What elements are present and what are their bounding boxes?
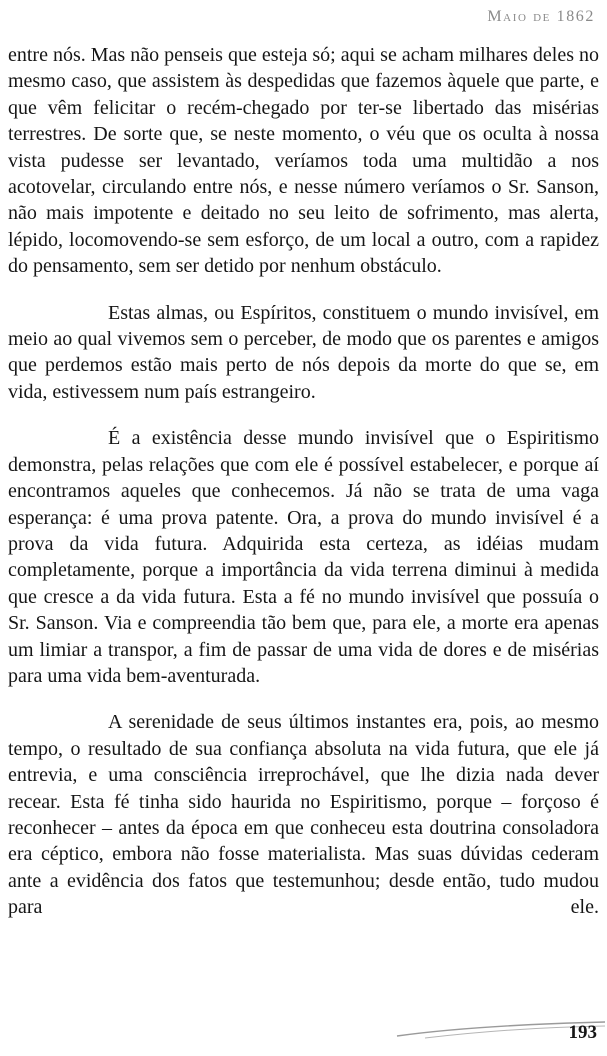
page-number: 193 (568, 1022, 597, 1043)
running-header: Maio de 1862 (487, 8, 595, 25)
paragraph-serenity: A serenidade de seus últimos instantes era, pois, ao mesmo tempo, o resultado de sua confiança absoluta na vida futura, que ele já entrevia, e uma consciência irreprochável, que lhe dizia nada dever recear. Esta fé tinha sido haurida no Espiritismo, porque – forçoso é reconhecer – antes da época em que conheceu esta doutrina consoladora era céptico, embora não fosse materialista. Mas suas dúvidas cederam ante a evidência dos fatos que testemunhou; desde então, tudo mudou para ele. (8, 711, 599, 919)
body-text (8, 42, 599, 941)
paragraph-spiritism-proof: É a existência desse mundo invisível que o Espiritismo demonstra, pelas relações que com ele é possível estabelecer, e porque aí encontramos aqueles que conhecemos. Já não se trata de uma vaga esperança: é uma prova patente. Ora, a prova do mundo invisível é a prova da vida futura. Adquirida esta certeza, as idéias mudam completamente, porque a importância da vida terrena diminui à medida que cresce a da vida futura. Esta a fé no mundo invisível que possuía o Sr. Sanson. Via e compreendia tão bem que, para ele, a morte era apenas um limiar a transpor, a fim de passar de uma vida de dores e de misérias para uma vida bem-aventurada. (8, 427, 599, 687)
paragraph-continued: entre nós. Mas não penseis que esteja só; aqui se acham milhares deles no mesmo caso, que assistem às despedidas que fazemos àquele que parte, e que vêm felicitar o recém-chegado por ter-se libertado das misérias terrestres. De sorte que, se neste momento, o véu que os oculta à nossa vista pudesse ser levantado, veríamos toda uma multidão a nos acotovelar, circulando entre nós, e nesse número veríamos o Sr. Sanson, não mais impotente e deitado no seu leito de sofrimento, mas alerta, lépido, locomovendo-se sem esforço, de um local a outro, com a rapidez do pensamento, sem ser detido por nenhum obstáculo. (8, 44, 599, 278)
paragraph-invisible-world: Estas almas, ou Espíritos, constituem o mundo invisível, em meio ao qual vivemos sem o perceber, de modo que os parentes e amigos que perdemos estão mais perto de nós depois da morte do que se, em vida, estivessem num país estrangeiro. (8, 301, 599, 403)
